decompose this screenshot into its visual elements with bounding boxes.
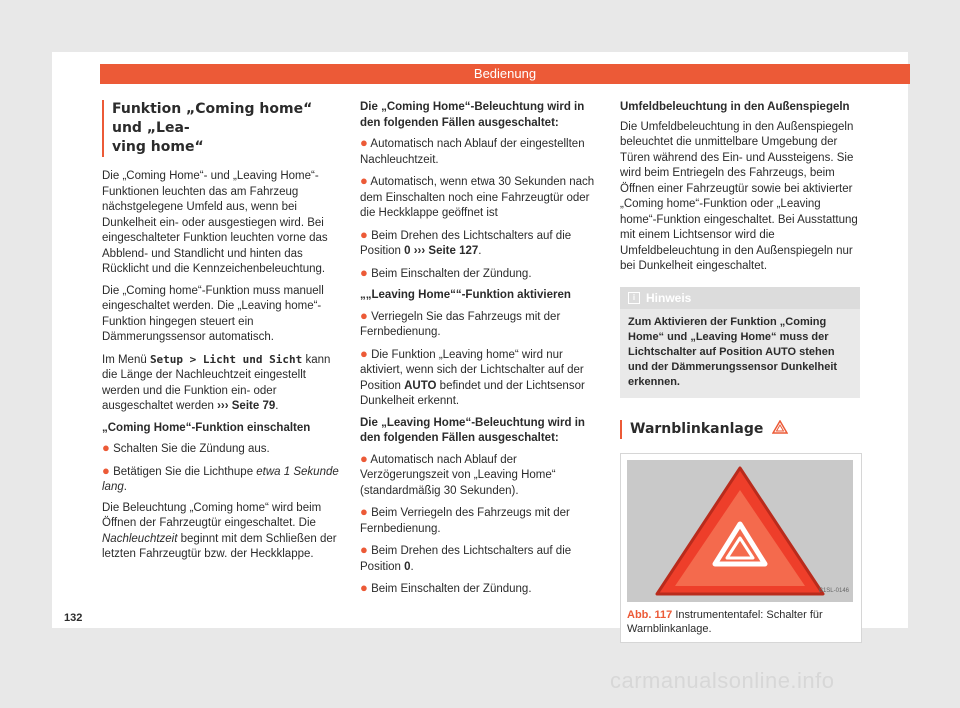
list-item [360,451,600,500]
bullet-dot-icon: ● [360,264,368,280]
list-item [360,227,600,260]
list-item [360,542,600,575]
column-2 [360,100,600,603]
paragraph-manual-activation: Die „Coming home“-Funktion muss manuell eingeschaltet werden. Die „Leaving home“-Funktion hingegen steuert ein Dämmerungssensor automatisch. [102,284,324,343]
paragraph-menu-setup [102,352,344,415]
section-title-coming-home [102,100,344,157]
paragraph-text-suffix: beginnt mit dem Schließen der letzten Fahrzeugtür bzw. der Heckklappe. [102,532,337,560]
list-item-text: Beim Einschalten der Zündung. [371,583,532,595]
list-item [360,504,600,537]
switch-position-symbol: AUTO [404,379,437,392]
list-item [360,135,600,168]
list-item-text: Verriegeln Sie das Fahrzeugs mit der Fernbedienung. [360,310,561,338]
chapter-header: Bedienung [100,64,910,84]
list-item-text-end: . [410,560,414,573]
note-title: Hinweis [646,290,692,305]
menu-path: Setup > Licht und Sicht [149,352,303,366]
bullet-dot-icon: ● [360,345,368,361]
list-item-text-end: . [123,481,127,493]
subhead-mirror-light: Umfeldbeleuchtung in den Außenspiegeln [620,101,850,113]
section-title-line1: Funktion „Coming home“ und „Lea- [112,101,313,136]
list-item-text: Die Funktion „Leaving home“ wird nur aktiviert, wenn sich der Lichtschalter auf der Position [360,348,584,392]
list-item [360,265,600,283]
page-reference-link[interactable]: ››› Seite 79 [217,400,276,412]
list-item [360,173,600,222]
paragraph-emphasis: Nachleuchtzeit [102,532,178,545]
paragraph-intro: Die „Coming Home“- und „Leaving Home“-Funktionen leuchten das am Fahrzeug nächstgelegene Umfeld aus, wenn bei Dunkelheit ein- oder ausgestiegen wird. Bei eingeschalteter Funktion leuchten vorne das Abblend- und Standlicht und hinten das Rücklicht und die Kennzeichenbeleuchtung. [102,170,328,275]
bullet-dot-icon: ● [360,135,368,150]
manual-page [52,52,908,635]
switch-position-symbol: AUTO [765,345,797,358]
info-icon: i [628,292,640,304]
list-item-text: Beim Drehen des Lichtschalters auf die Position [360,545,572,573]
list-item-emphasis: etwa 1 Sekunde lang [102,465,339,493]
list-item-text: Beim Einschalten der Zündung. [371,267,532,280]
figure-code: B1SL-0146 [818,588,849,594]
note-text: Zum Aktivieren der Funktion „Coming Home“ und „Leaving Home“ muss der Lichtschalter auf Position [628,315,829,358]
warning-triangle-icon [772,420,788,434]
figure-caption [621,608,861,642]
section-title-text: Warnblinkanlage [630,420,764,437]
list-item [360,308,600,341]
subhead-coming-home-off: Die „Coming Home“-Beleuchtung wird in den folgenden Fällen ausgeschaltet: [360,101,585,129]
note-text-suffix: stehen und der Dämmerungssensor Dunkelheit erkennen. [628,345,838,388]
menu-text-prefix: Im Menü [102,353,150,366]
list-item-text: Betätigen Sie die Lichthupe [113,465,257,478]
note-box [620,287,860,398]
section-title-line2: ving home“ [112,139,204,155]
list-item-text: Schalten Sie die Zündung aus. [113,443,270,455]
switch-position-symbol: 0 [404,560,411,573]
list-item-text: Beim Drehen des Lichtschalters auf die Position [360,229,572,257]
subhead-leaving-home-off: Die „Leaving Home“-Beleuchtung wird in den folgenden Fällen ausgeschaltet: [360,416,585,444]
figure-117 [620,453,862,643]
subhead-coming-home-on: „Coming Home“-Funktion einschalten [102,421,311,434]
list-item-text: Automatisch nach Ablauf der Verzögerungszeit von „Leaving Home“ (standardmäßig 30 Sekunden). [360,453,556,497]
bullet-dot-icon: ● [360,450,368,466]
bullet-dot-icon: ● [360,504,368,519]
list-item [360,346,600,410]
list-item-text: Beim Verriegeln des Fahrzeugs mit der Fernbedienung. [360,507,570,535]
list-item [360,580,600,598]
note-body [620,309,860,398]
list-item [102,440,344,458]
list-item-text-end: . [478,245,482,257]
bullet-dot-icon: ● [360,173,368,188]
column-1 [102,100,344,569]
page-reference-link[interactable]: ››› Seite 127 [410,245,479,257]
bullet-dot-icon: ● [360,226,368,242]
figure-number: Abb. 117 [627,608,673,621]
menu-text-suffix: kann die Länge der Nachleuchtzeit eingestellt werden und die Funktion ein- oder ausgeschaltet werden [102,353,331,412]
section-title-hazard-lights [620,420,860,439]
page-number: 132 [64,612,83,624]
figure-caption-text: Instrumententafel: Schalter für Warnblinkanlage. [627,608,823,635]
bullet-dot-icon: ● [360,307,368,323]
bullet-dot-icon: ● [360,580,368,595]
list-item-text: Automatisch, wenn etwa 30 Sekunden nach dem Einschalten noch eine Fahrzeugtür oder die Heckklappe geöffnet ist [360,176,595,219]
menu-text-end: . [275,400,279,412]
list-item-text-suffix: befindet und der Lichtsensor Dunkelheit erkennt. [360,379,585,407]
list-item [102,463,344,496]
list-item-text: Automatisch nach Ablauf der eingestellten Nachleuchtzeit. [360,138,585,166]
paragraph-text: Die Beleuchtung „Coming home“ wird beim Öffnen der Fahrzeugtür eingeschaltet. Die [102,501,322,529]
bullet-dot-icon: ● [102,440,110,455]
bullet-dot-icon: ● [102,462,110,478]
paragraph-lighting [102,501,344,563]
bullet-dot-icon: ● [360,542,368,557]
hazard-switch-image [627,460,853,602]
note-header [620,287,860,309]
watermark: carmanualsonline.info [610,668,835,693]
subhead-leaving-home-on: „„Leaving Home““-Funktion aktivieren [360,289,571,301]
switch-position-symbol: 0 [404,245,411,257]
hazard-switch-illustration [627,460,853,602]
column-3 [620,100,860,643]
paragraph-mirror-light: Die Umfeldbeleuchtung in den Außenspiegeln beleuchtet die unmittelbare Umgebung der Türen während des Ein- und Aussteigens. Sie wird beim Entriegeln des Fahrzeugs, beim Öffnen einer Fahrzeugtür sowie bei aktivierter „Coming home“-Funktion oder „Leaving home“-Funktion eingeschaltet. Bei Ausstattung mit einem Lichtsensor wird die Umfeldbeleuchtung in den Außenspiegeln nur bei Dunkelheit eingeschaltet. [620,120,858,272]
